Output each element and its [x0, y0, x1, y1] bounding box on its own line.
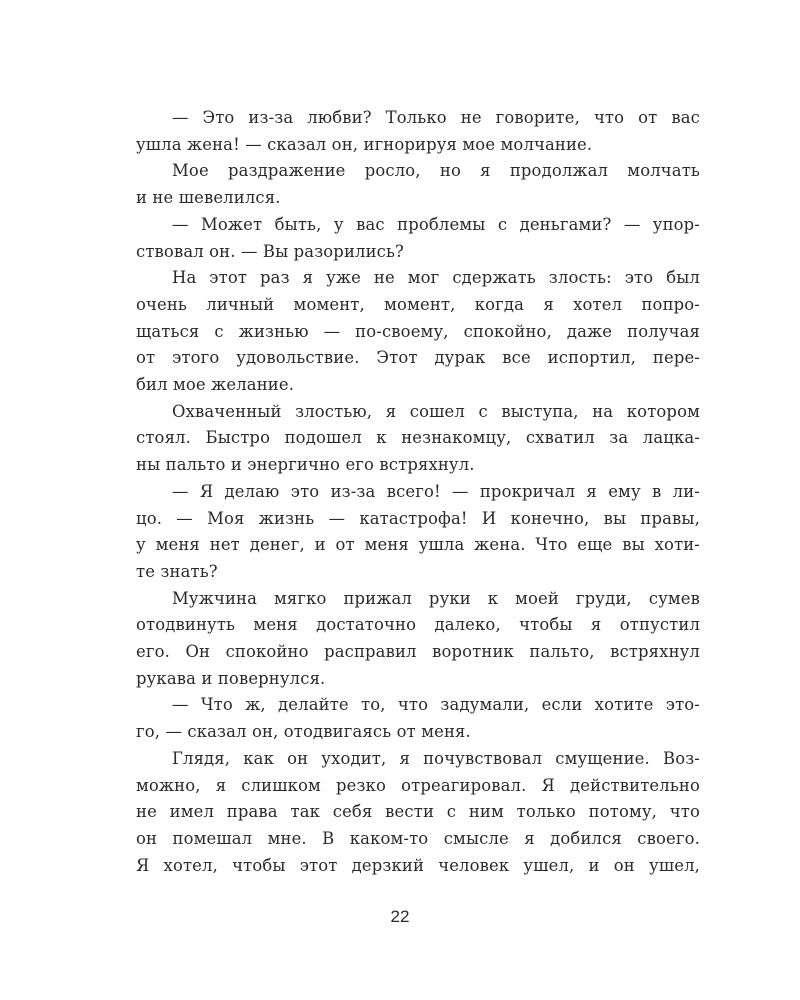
paragraph	[136, 158, 700, 211]
text-line: Мужчина мягко прижал руки к моей груди, сумев	[172, 588, 700, 608]
text-line: бил мое желание.	[136, 375, 295, 395]
text-line: — Я делаю это из-за всего! — прокричал я ему в ли-	[172, 481, 700, 501]
text-line: Охваченный злостью, я сошел с выступа, на котором	[172, 401, 700, 421]
text-line: очень личный момент, момент, когда я хотел попро-	[136, 294, 700, 314]
text-line: Я хотел, чтобы этот дерзкий человек ушел, и он ушел,	[136, 855, 700, 875]
paragraph	[136, 586, 700, 693]
paragraph	[136, 479, 700, 586]
text-line: щаться с жизнью — по-своему, спокойно, даже получая	[136, 321, 700, 341]
text-line: На этот раз я уже не мог сдержать злость: это был	[172, 268, 700, 288]
text-line: цо. — Моя жизнь — катастрофа! И конечно, вы правы,	[136, 508, 700, 528]
paragraph	[136, 399, 700, 479]
page-number: 22	[390, 907, 410, 926]
text-line: его. Он спокойно расправил воротник пальто, встряхнул	[136, 642, 700, 662]
text-line: го, — сказал он, отодвигаясь от меня.	[136, 722, 471, 742]
body-text	[136, 105, 700, 879]
paragraph	[136, 212, 700, 265]
text-line: ушла жена! — сказал он, игнорируя мое молчание.	[136, 134, 593, 154]
text-line: можно, я слишком резко отреагировал. Я действительно	[136, 775, 700, 795]
text-line: у меня нет денег, и от меня ушла жена. Что еще вы хоти-	[136, 535, 700, 555]
text-line: ны пальто и энергично его встряхнул.	[136, 455, 475, 475]
paragraph	[136, 746, 700, 880]
text-line: Мое раздражение росло, но я продолжал молчать	[172, 161, 700, 181]
text-line: от этого удовольствие. Этот дурак все испортил, пере-	[136, 348, 700, 368]
text-line: Глядя, как он уходит, я почувствовал смущение. Воз-	[172, 748, 700, 768]
text-line: ствовал он. — Вы разорились?	[136, 241, 404, 261]
text-line: — Что ж, делайте то, что задумали, если хотите это-	[172, 695, 700, 715]
paragraph	[136, 265, 700, 399]
text-line: отодвинуть меня достаточно далеко, чтобы я отпустил	[136, 615, 700, 635]
text-line: рукава и повернулся.	[136, 668, 326, 688]
text-line: — Это из-за любви? Только не говорите, что от вас	[172, 108, 700, 127]
text-line: не имел права так себя вести с ним только потому, что	[136, 802, 700, 822]
text-line: те знать?	[136, 561, 218, 581]
paragraph	[136, 105, 700, 158]
text-line: и не шевелился.	[136, 188, 281, 208]
text-line: он помешал мне. В каком-то смысле я добился своего.	[136, 828, 700, 848]
text-line: — Может быть, у вас проблемы с деньгами? — упор-	[172, 214, 700, 234]
paragraph	[136, 692, 700, 745]
text-line: стоял. Быстро подошел к незнакомцу, схватил за лацка-	[136, 428, 700, 448]
